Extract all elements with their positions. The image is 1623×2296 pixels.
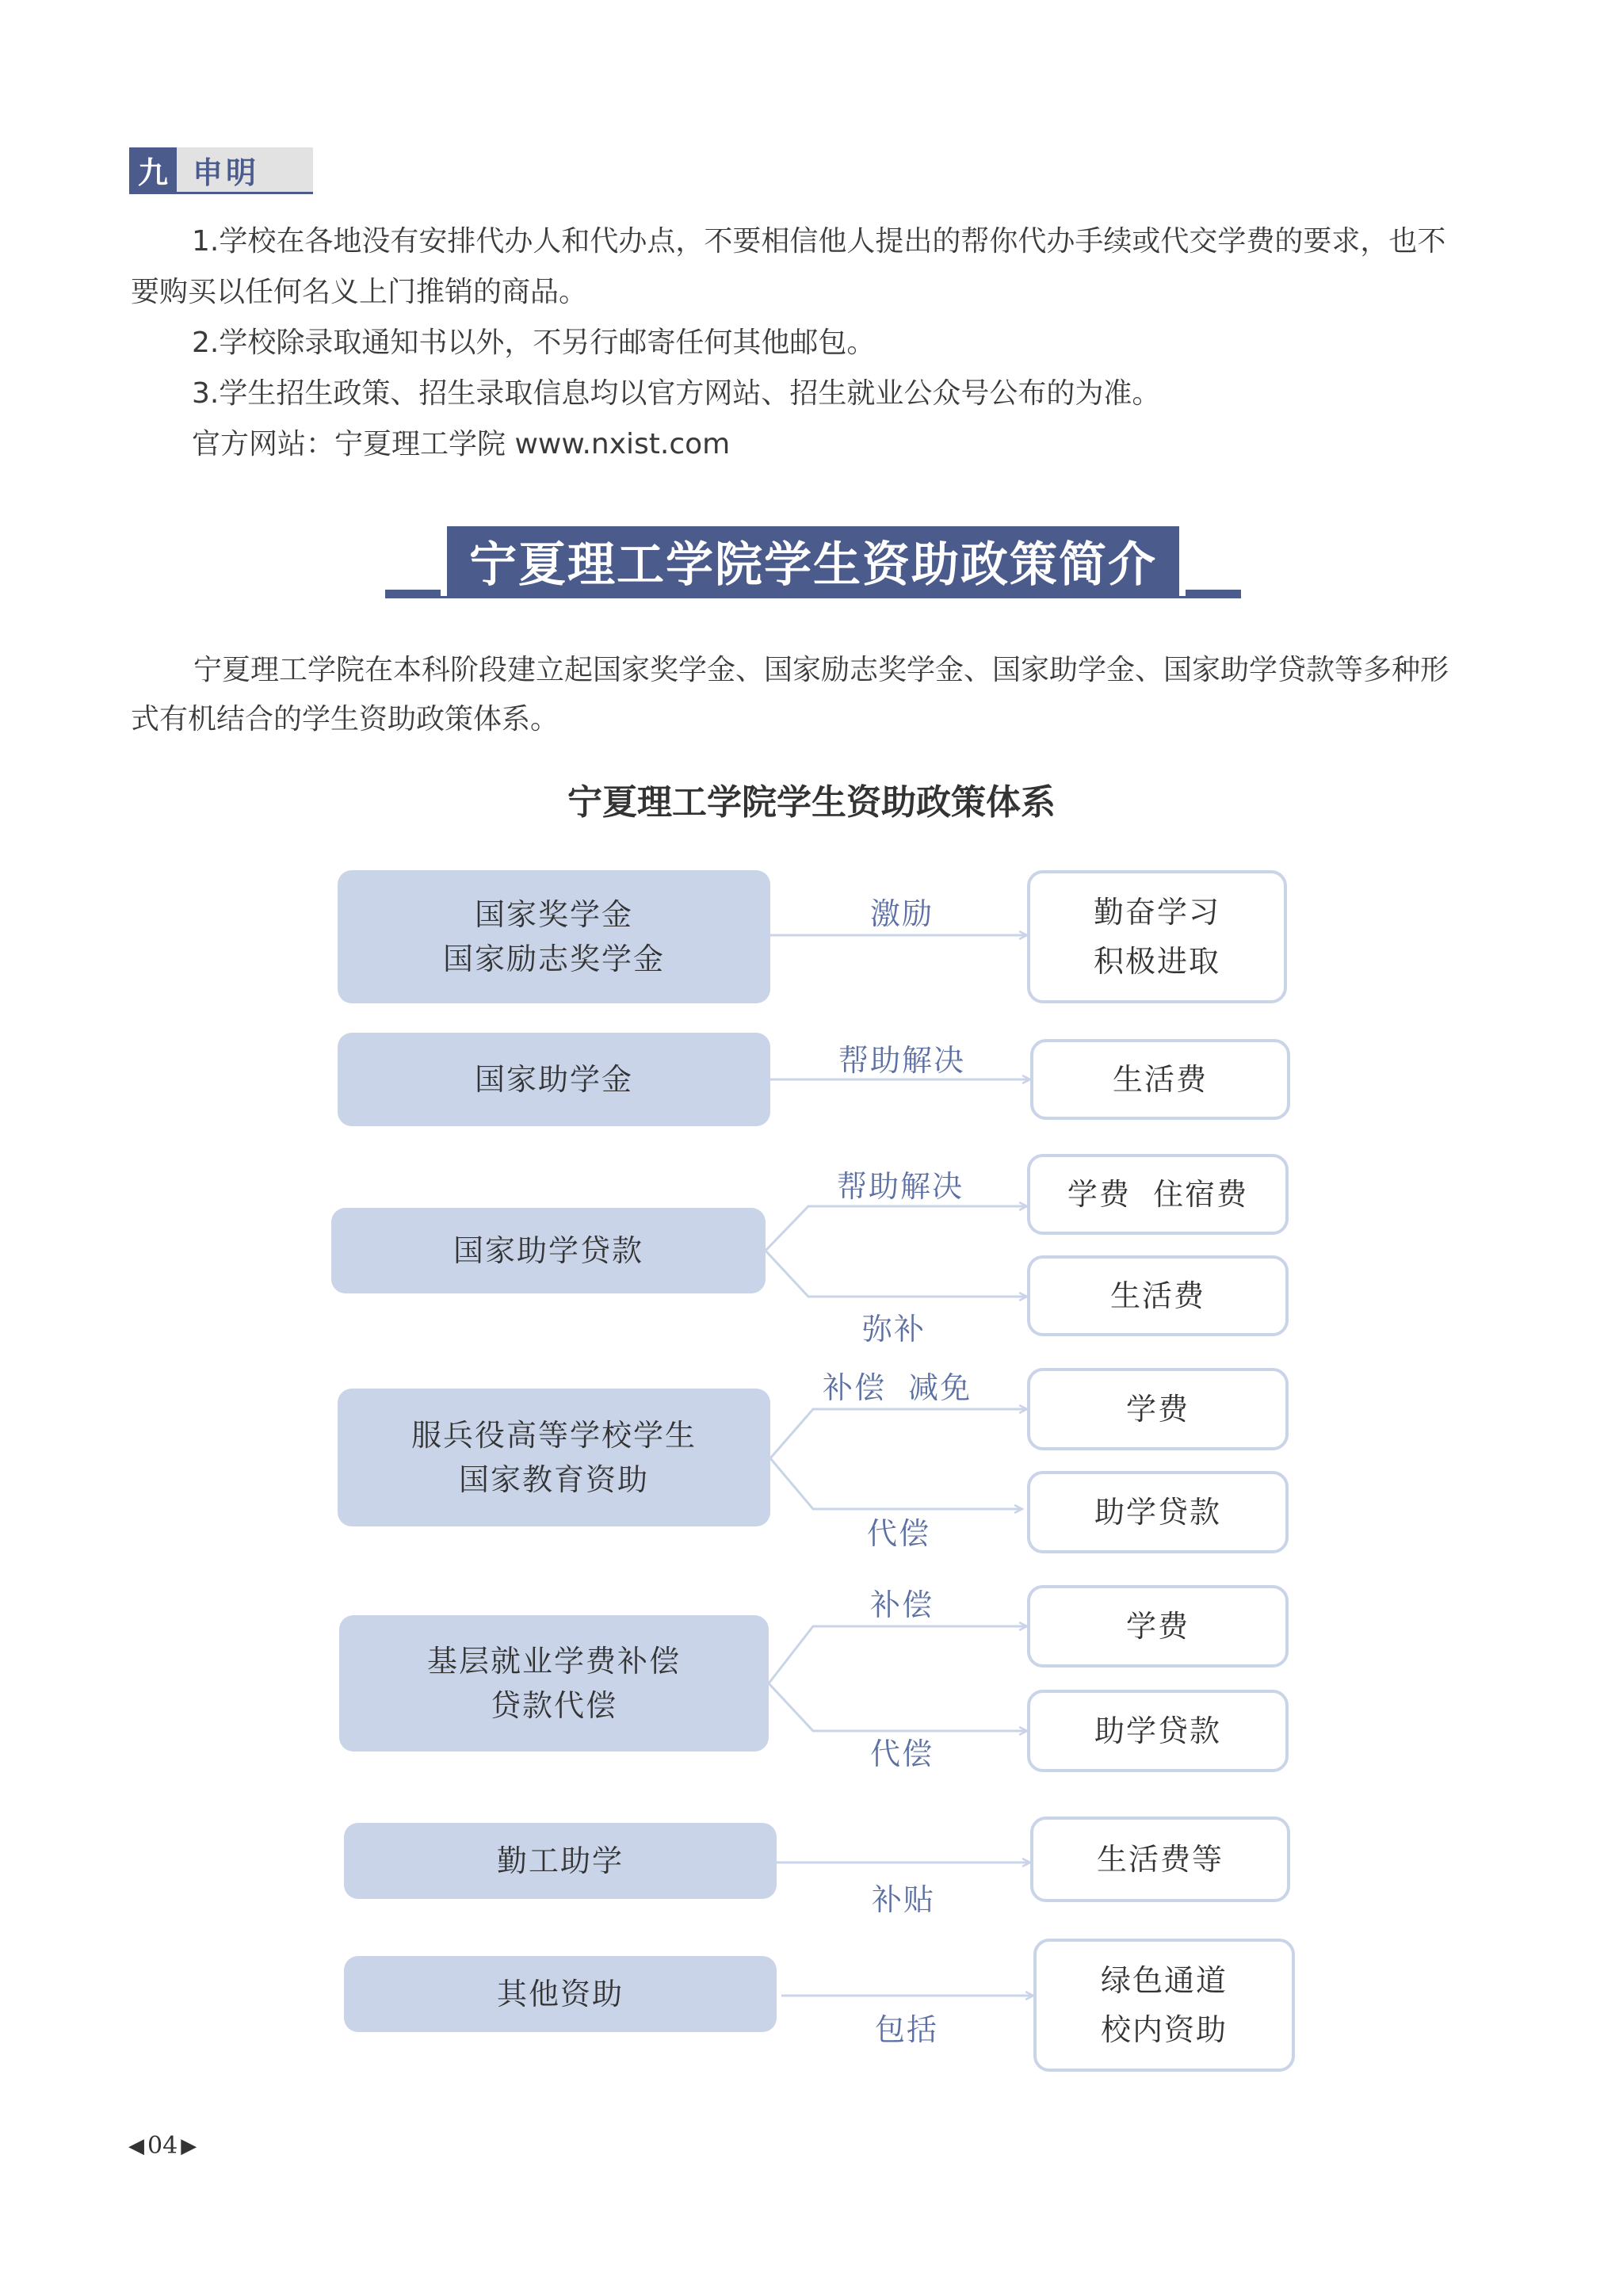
policy-text: 国家助学金 (474, 1062, 633, 1097)
policy-box-military-service (338, 1389, 770, 1526)
policy-box-other-aid (344, 1956, 777, 2032)
connector-label: 帮助解决 (838, 1043, 966, 1078)
outcome-text: 生活费 (1112, 1062, 1208, 1097)
policy-box-student-loan (331, 1208, 766, 1293)
outcome-text: 积极进取 (1093, 944, 1220, 979)
connector-5a (769, 1626, 1027, 1683)
diagram-title: 宁夏理工学院学生资助政策体系 (567, 782, 1056, 823)
connector-label: 代偿 (867, 1516, 931, 1551)
section-number: 九 (129, 147, 177, 192)
policy-box-grassroots-employment (339, 1615, 769, 1752)
connector-label: 包括 (875, 2012, 939, 2047)
official-website: 官方网站：宁夏理工学院 www.nxist.com (192, 428, 731, 460)
outcome-text: 助学贷款 (1094, 1713, 1221, 1748)
outcome-box (1027, 1255, 1289, 1336)
policy-text: 服兵役高等学校学生 (411, 1418, 697, 1453)
policy-text: 国家奖学金 (474, 897, 633, 932)
outcome-box (1027, 1154, 1289, 1235)
policy-box-work-study (344, 1823, 777, 1899)
connector-label: 代偿 (870, 1736, 934, 1771)
outcome-text: 生活费等 (1096, 1842, 1224, 1877)
policy-text: 基层就业学费补偿 (426, 1644, 681, 1679)
notice-line-4: 3.学生招生政策、招生录取信息均以官方网站、招生就业公众号公布的为准。 (192, 377, 1161, 410)
outcome-box (1027, 870, 1287, 1003)
triangle-right-icon: ▶ (181, 2134, 197, 2158)
outcome-text: 勤奋学习 (1093, 895, 1220, 930)
connector-label: 补偿 (870, 1587, 934, 1622)
policy-box-national-grant (338, 1033, 770, 1126)
outcome-text: 助学贷款 (1094, 1495, 1221, 1530)
connector-3b (766, 1251, 1027, 1297)
outcome-box (1027, 1690, 1289, 1772)
outcome-box (1027, 1368, 1289, 1450)
policy-text: 其他资助 (496, 1977, 624, 2011)
outcome-text: 校内资助 (1100, 2012, 1228, 2047)
triangle-left-icon: ◀ (128, 2134, 144, 2158)
notice-line-1: 1.学校在各地没有安排代办人和代办点，不要相信他人提出的帮你代办手续或代交学费的要求，也不 (192, 225, 1446, 258)
connector-label: 弥补 (862, 1312, 926, 1347)
policy-text: 贷款代偿 (490, 1688, 617, 1723)
connector-3a (766, 1206, 1027, 1251)
connector-label: 帮助解决 (837, 1169, 964, 1204)
policy-text: 勤工助学 (496, 1843, 624, 1878)
page-number (128, 2132, 197, 2160)
connector-4a (770, 1409, 1027, 1458)
outcome-box (1030, 1039, 1290, 1120)
connector-label: 补贴 (872, 1882, 936, 1917)
outcome-text: 学费 住宿费 (1067, 1177, 1249, 1212)
connector-4b (770, 1458, 1022, 1509)
connector-5b (769, 1683, 1027, 1731)
outcome-text: 学费 (1125, 1392, 1190, 1427)
policy-text: 国家励志奖学金 (442, 942, 665, 976)
outcome-text: 学费 (1125, 1609, 1190, 1644)
outcome-text: 生活费 (1109, 1278, 1205, 1313)
page-number-text: 04 (147, 2132, 178, 2160)
notice-line-3: 2.学校除录取通知书以外，不另行邮寄任何其他邮包。 (192, 327, 876, 359)
section-title: 申明 (177, 147, 313, 192)
policy-box-national-scholarship (338, 870, 770, 1003)
outcome-box (1027, 1471, 1289, 1553)
outcome-text: 绿色通道 (1100, 1963, 1228, 1998)
outcome-box (1027, 1585, 1289, 1668)
policy-text: 国家助学贷款 (453, 1233, 643, 1268)
connector-label: 激励 (870, 896, 934, 931)
connector-label: 补偿 减免 (823, 1370, 972, 1405)
intro-line-1: 宁夏理工学院在本科阶段建立起国家奖学金、国家励志奖学金、国家助学金、国家助学贷款等多种形 (193, 654, 1449, 686)
intro-line-2: 式有机结合的学生资助政策体系。 (131, 703, 559, 735)
outcome-box (1033, 1939, 1295, 2072)
policy-text: 国家教育资助 (458, 1462, 649, 1497)
banner-title: 宁夏理工学院学生资助政策简介 (441, 526, 1186, 596)
notice-line-2: 要购买以任何名义上门推销的商品。 (131, 276, 588, 308)
outcome-box (1030, 1817, 1290, 1902)
